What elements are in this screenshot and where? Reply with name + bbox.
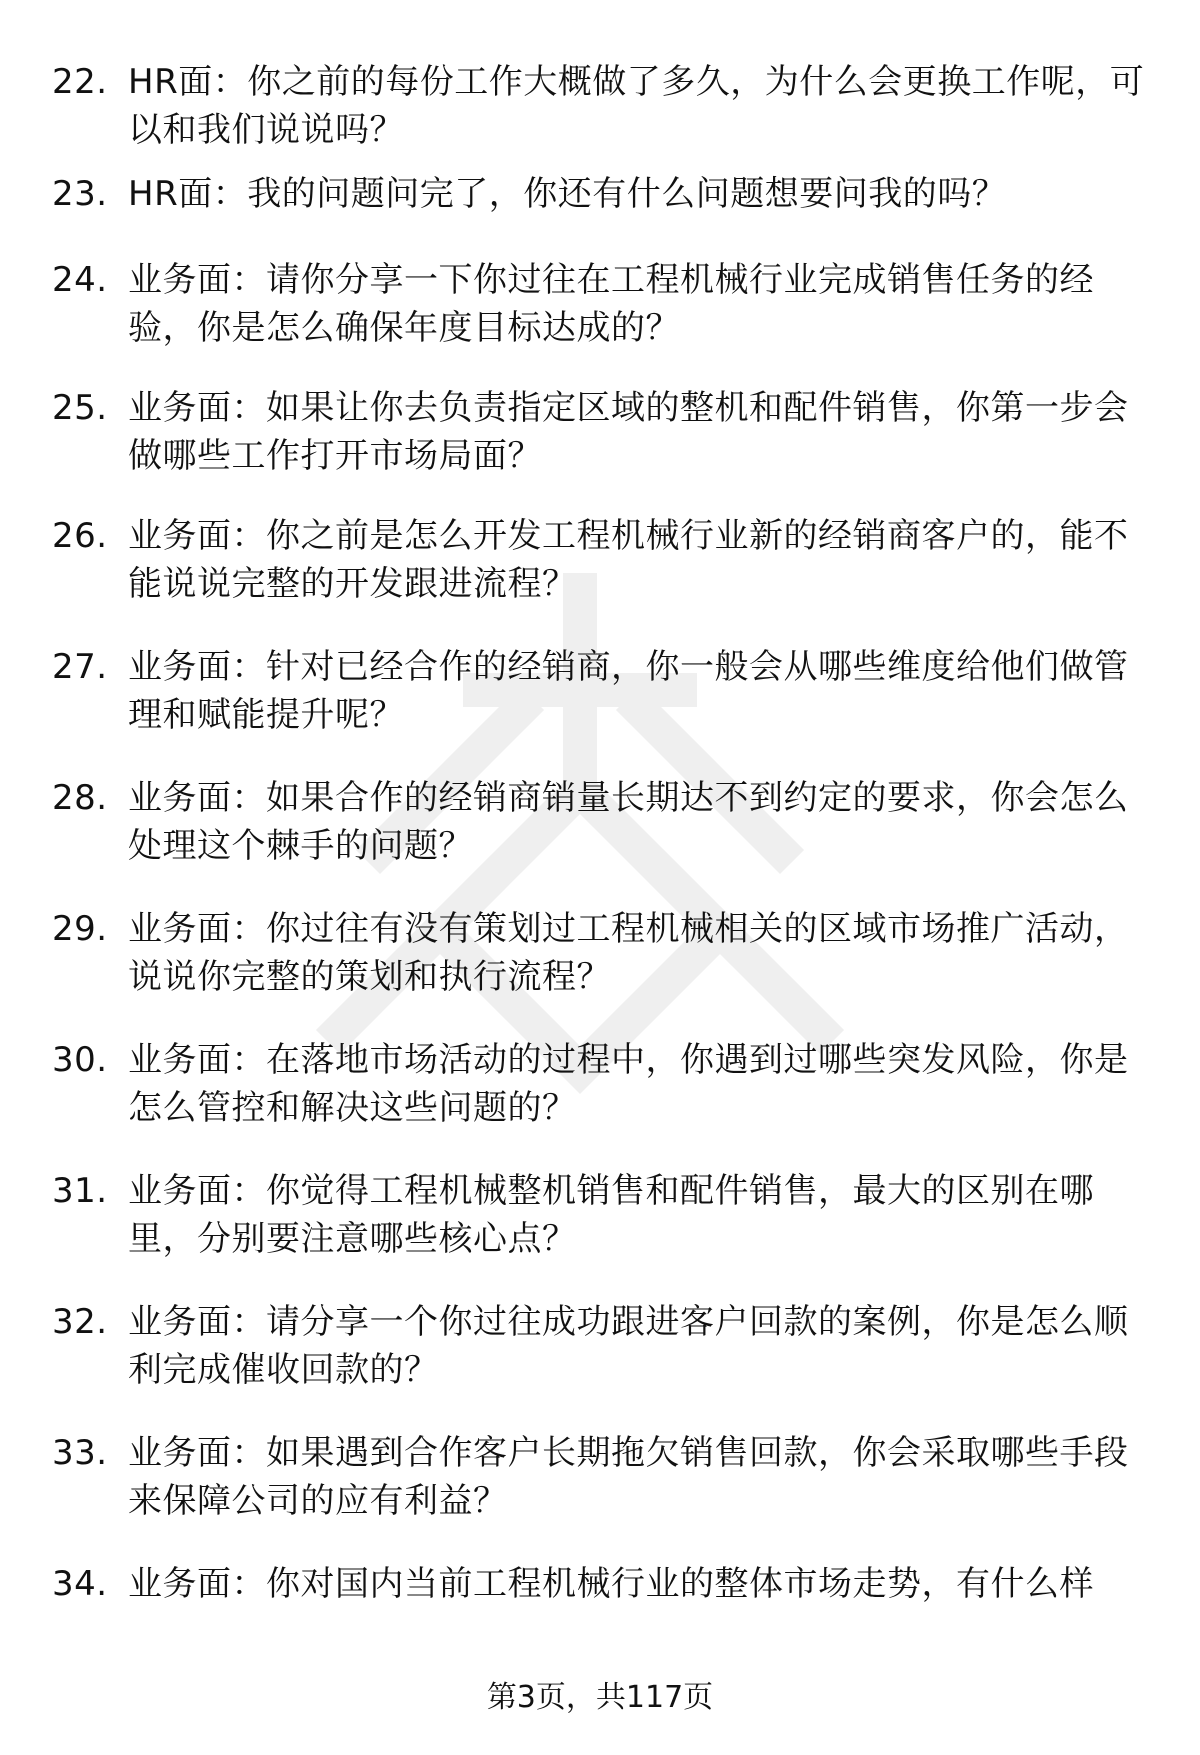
question-number: 28. bbox=[52, 778, 108, 818]
question-number: 24. bbox=[52, 260, 108, 300]
question-item bbox=[52, 1167, 1152, 1298]
question-text: 业务面：你之前是怎么开发工程机械行业新的经销商客户的，能不能说说完整的开发跟进流程？ bbox=[128, 516, 1129, 604]
question-item bbox=[52, 512, 1152, 643]
question-number: 30. bbox=[52, 1040, 108, 1080]
question-number: 23. bbox=[52, 174, 108, 214]
question-item bbox=[52, 1429, 1152, 1560]
question-text: 业务面：如果让你去负责指定区域的整机和配件销售，你第一步会做哪些工作打开市场局面？ bbox=[128, 388, 1129, 476]
page-footer bbox=[0, 1678, 1200, 1718]
question-text: 业务面：如果合作的经销商销量长期达不到约定的要求，你会怎么处理这个棘手的问题？ bbox=[128, 778, 1129, 866]
question-item bbox=[52, 256, 1152, 384]
question-number: 25. bbox=[52, 388, 108, 428]
question-number: 26. bbox=[52, 516, 108, 556]
question-number: 33. bbox=[52, 1433, 108, 1473]
question-text: HR面：我的问题问完了，你还有什么问题想要问我的吗？ bbox=[128, 174, 1007, 214]
question-number: 29. bbox=[52, 909, 108, 949]
question-number: 27. bbox=[52, 647, 108, 687]
question-item bbox=[52, 905, 1152, 1036]
page-indicator: 第3页，共117页 bbox=[486, 1680, 714, 1715]
question-text: 业务面：请分享一个你过往成功跟进客户回款的案例，你是怎么顺利完成催收回款的？ bbox=[128, 1302, 1129, 1390]
question-number: 22. bbox=[52, 62, 108, 102]
question-item bbox=[52, 1298, 1152, 1429]
question-number: 31. bbox=[52, 1171, 108, 1211]
question-text: 业务面：针对已经合作的经销商，你一般会从哪些维度给他们做管理和赋能提升呢？ bbox=[128, 647, 1129, 735]
question-item bbox=[52, 170, 1152, 256]
question-number: 34. bbox=[52, 1564, 108, 1604]
question-text: 业务面：你对国内当前工程机械行业的整体市场走势，有什么样 bbox=[128, 1564, 1094, 1604]
question-text: 业务面：请你分享一下你过往在工程机械行业完成销售任务的经验，你是怎么确保年度目标达成的？ bbox=[128, 260, 1094, 348]
question-text: 业务面：在落地市场活动的过程中，你遇到过哪些突发风险，你是怎么管控和解决这些问题的？ bbox=[128, 1040, 1129, 1128]
question-item bbox=[52, 1560, 1152, 1620]
question-item bbox=[52, 1036, 1152, 1167]
question-text: 业务面：如果遇到合作客户长期拖欠销售回款，你会采取哪些手段来保障公司的应有利益？ bbox=[128, 1433, 1129, 1521]
question-number: 32. bbox=[52, 1302, 108, 1342]
question-item bbox=[52, 643, 1152, 774]
question-text: 业务面：你过往有没有策划过工程机械相关的区域市场推广活动，说说你完整的策划和执行流程？ bbox=[128, 909, 1129, 997]
question-text: 业务面：你觉得工程机械整机销售和配件销售，最大的区别在哪里，分别要注意哪些核心点？ bbox=[128, 1171, 1094, 1259]
question-item bbox=[52, 384, 1152, 512]
question-list bbox=[52, 58, 1152, 1620]
question-item bbox=[52, 774, 1152, 905]
question-text: HR面：你之前的每份工作大概做了多久，为什么会更换工作呢，可以和我们说说吗？ bbox=[128, 62, 1145, 150]
question-item bbox=[52, 58, 1152, 170]
